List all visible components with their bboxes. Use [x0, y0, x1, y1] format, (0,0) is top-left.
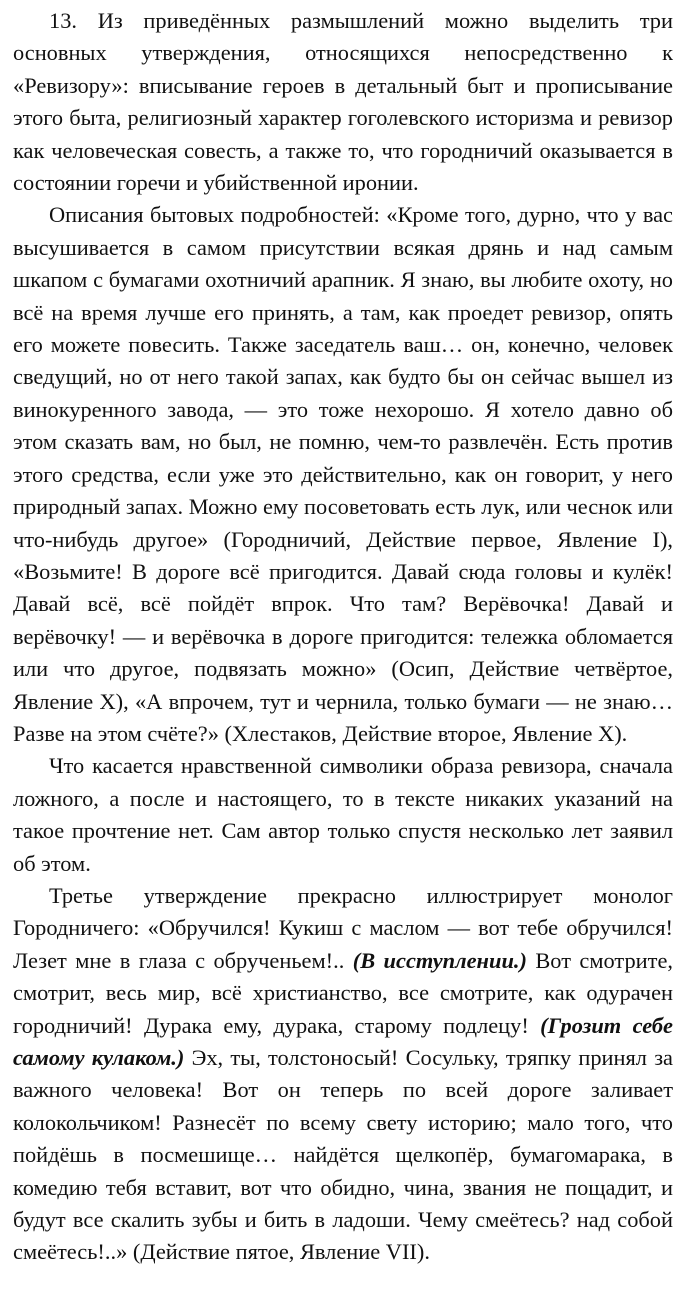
paragraph-text: Вот смотрите, смотрит, весь мир, всё христианство, все смотрите, как одурачен городничий! Дурака ему, дурака, старому подлецу!: [13, 947, 673, 1038]
stage-direction: (Грозит себе самому кулаком.): [13, 1012, 673, 1070]
paragraph-1: [13, 5, 673, 199]
paragraph-4: [13, 880, 673, 1269]
stage-direction: (В исступлении.): [352, 947, 527, 973]
paragraph-text: Описания бытовых подробностей: «Кроме того, дурно, что у вас высушивается в самом присутствии всякая дрянь и над самым шкапом с бумагами охотничий арапник. Я знаю, вы любите охоту, но всё на время лучше его принять, а там, как проедет ревизор, опять его можете повесить. Также заседатель ваш… он, конечно, человек сведущий, но от него такой запах, как будто бы он сейчас вышел из винокуренного завода, — это тоже нехорошо. Я хотело давно об этом сказать вам, но был, не помню, чем-то развлечён. Есть против этого средства, если уже это действительно, как он говорит, у него природный запах. Можно ему посоветовать есть лук, или чеснок или что-нибудь другое» (Городничий, Действие первое, Явление I), «Возьмите! В дороге всё пригодится. Давай сюда головы и кулёк! Давай всё, всё пойдёт впрок. Что там? Верёвочка! Давай и верёвочку! — и верёвочка в дороге пригодится: тележка обломается или что другое, подвязать можно» (Осип, Действие четвёртое, Явление X), «А впрочем, тут и чернила, только бумаги — не знаю… Разве на этом счёте?» (Хлестаков, Действие второе, Явление X).: [13, 202, 673, 746]
paragraph-2: [13, 199, 673, 750]
paragraph-text: Третье утверждение прекрасно иллюстрирует монолог Городничего: «Обручился! Кукиш с маслом — вот тебе обручился! Лезет мне в глаза с обрученьем!..: [13, 882, 673, 973]
paragraph-text: 13. Из приведённых размышлений можно выделить три основных утверждения, относящихся непосредственно к «Ревизору»: вписывание героев в детальный быт и прописывание этого быта, религиозный характер гоголевского историзма и ревизор как человеческая совесть, а также то, что городничий оказывается в состоянии горечи и убийственной иронии.: [13, 8, 673, 196]
paragraph-text: Эх, ты, толстоносый! Сосульку, тряпку принял за важного человека! Вот он теперь по всей дороге заливает колокольчиком! Разнесёт по всему свету историю; мало того, что пойдёшь в посмешище… найдётся щелкопёр, бумагомарака, в комедию тебя вставит, вот что обидно, чина, звания не пощадит, и будут все скалить зубы и бить в ладоши. Чему смеётесь? над собой смеётесь!..» (Действие пятое, Явление VII).: [13, 1045, 673, 1265]
paragraph-text: Что касается нравственной символики образа ревизора, сначала ложного, а после и настоящего, то в тексте никаких указаний на такое прочтение нет. Сам автор только спустя несколько лет заявил об этом.: [13, 753, 673, 876]
paragraph-3: [13, 750, 673, 880]
